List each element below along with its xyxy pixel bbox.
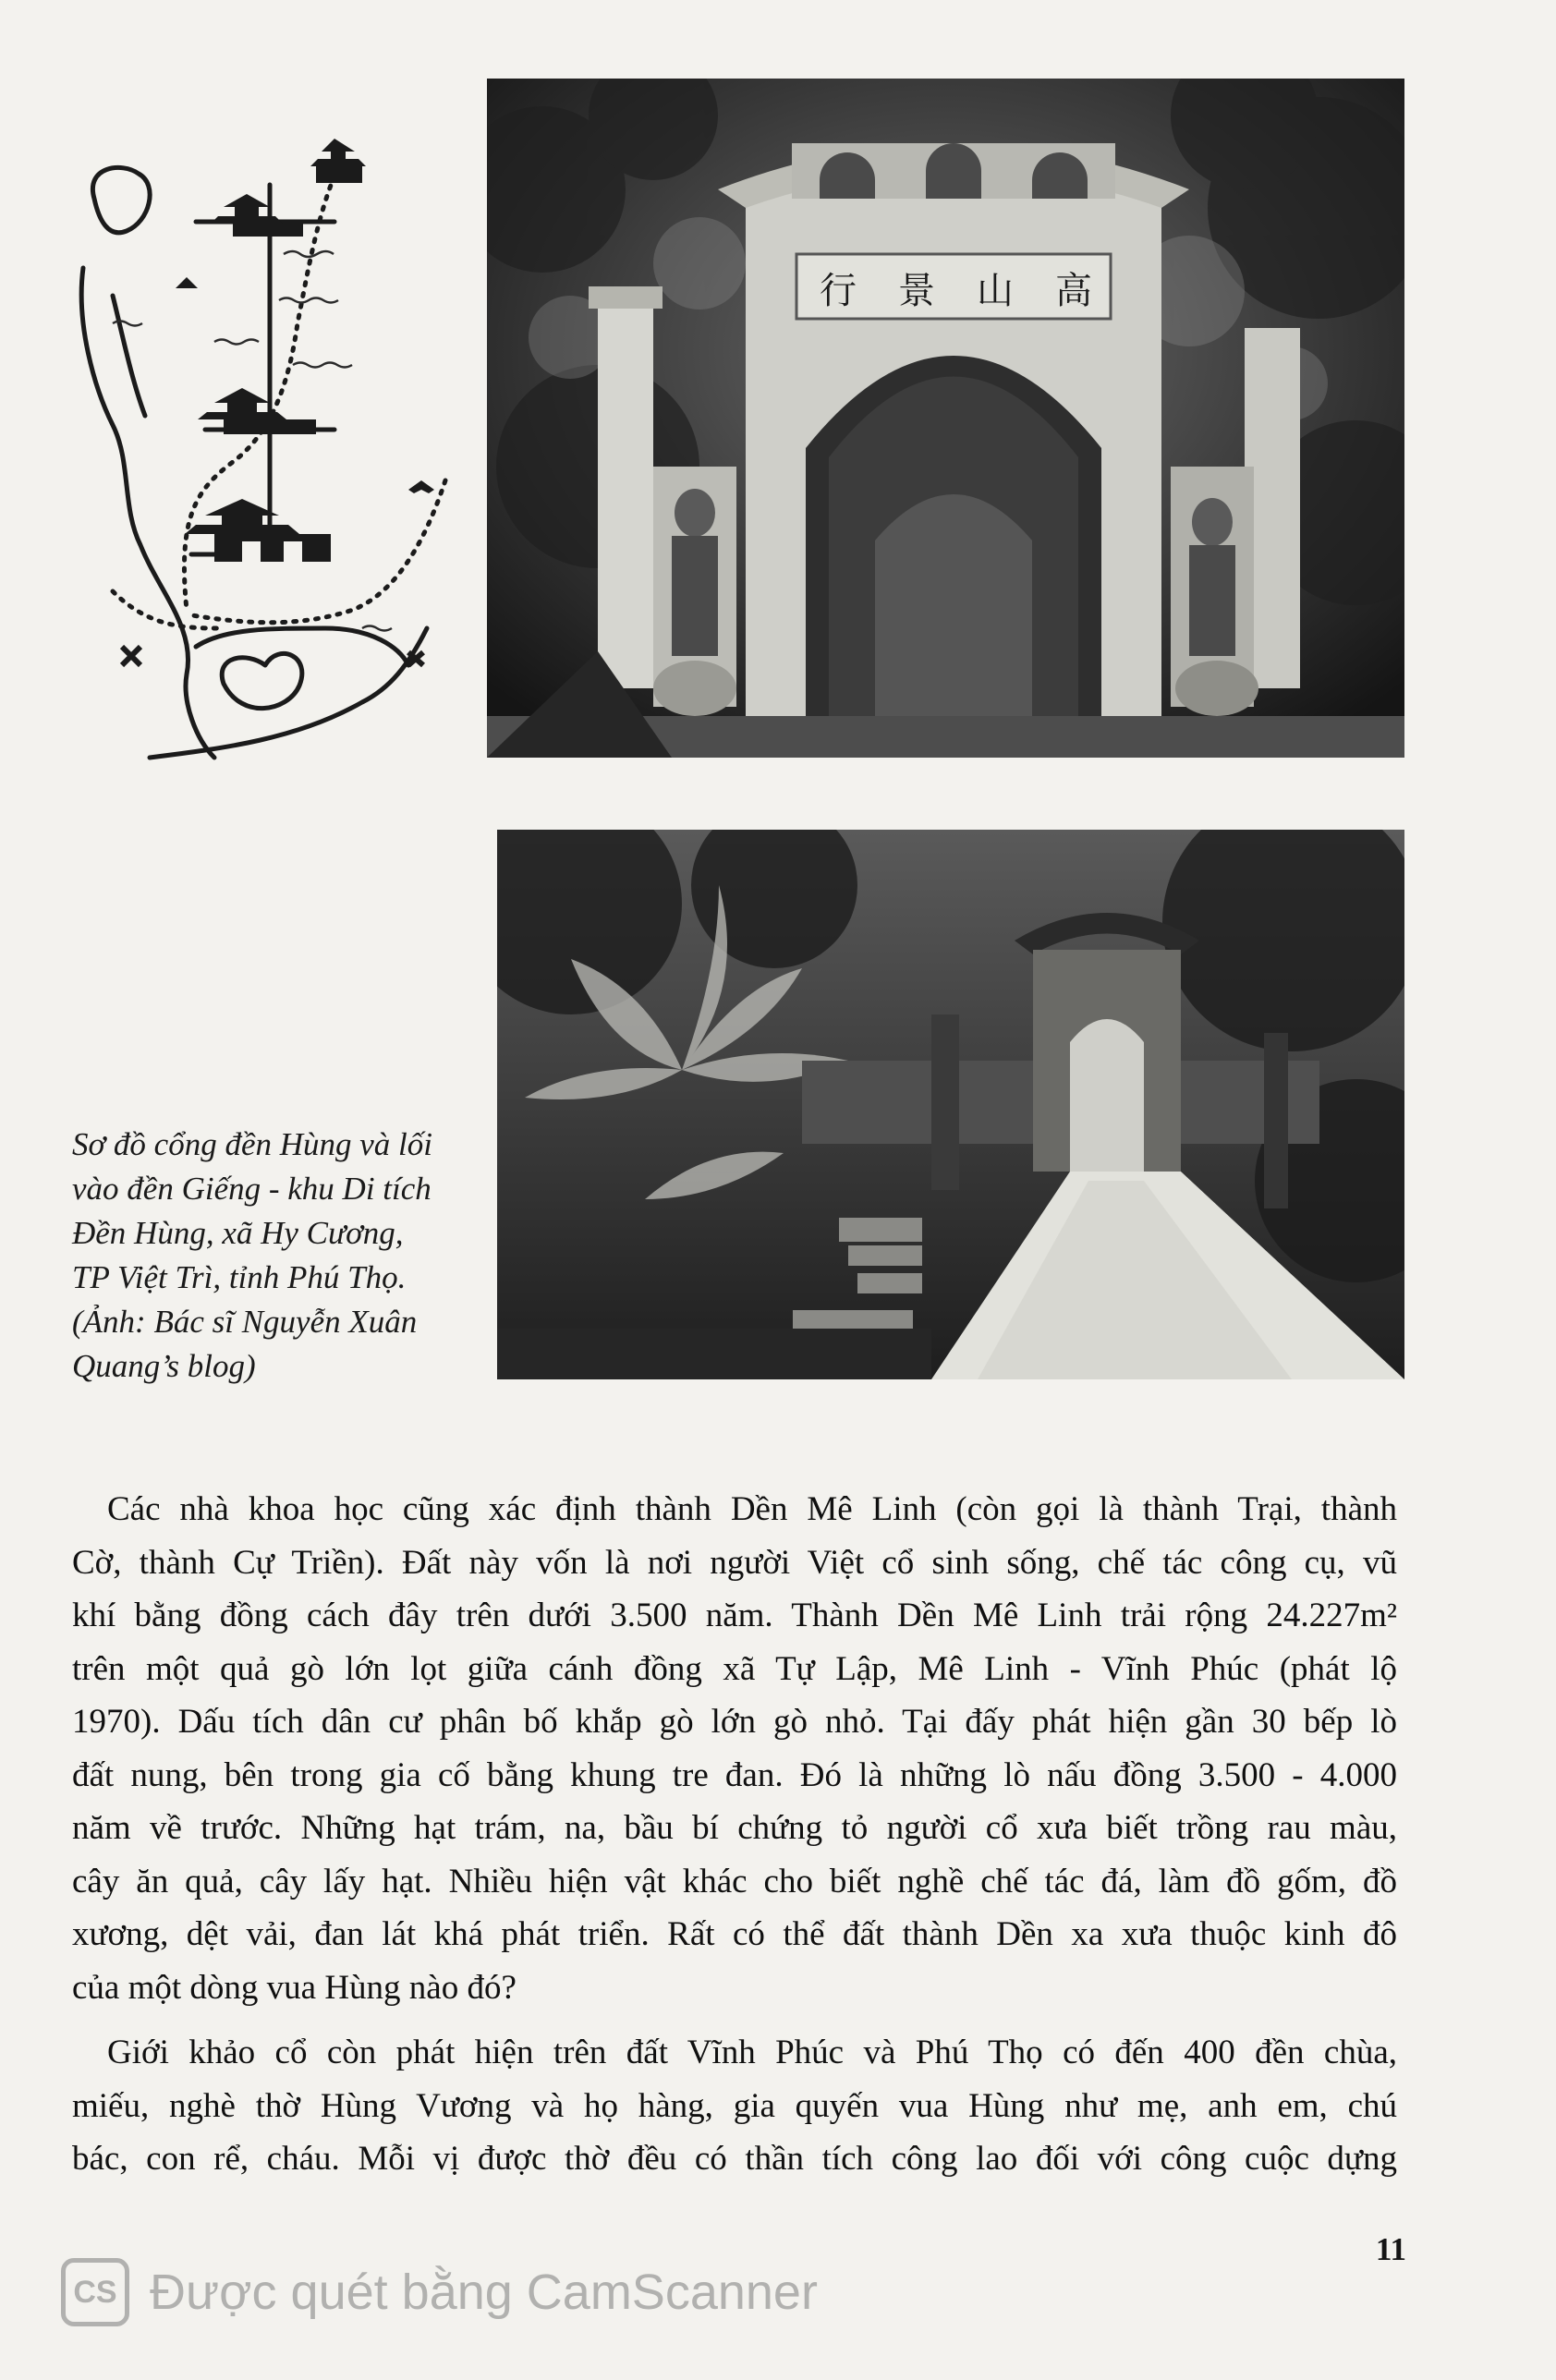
- text-line: xương, dệt vải, đan lát khá phát triển. Rất có thể đất thành Dền xa xưa thuộc kinh đô: [72, 1915, 1397, 1953]
- temple-gate-photo: [487, 79, 1404, 758]
- text-line: bác, con rể, cháu. Mỗi vị được thờ đều có thần tích công lao đối với công cuộc dựng: [72, 2140, 1397, 2178]
- inscription-char: 景: [898, 270, 935, 312]
- pond-shape: [222, 653, 302, 708]
- text-line: 1970). Dấu tích dân cư phân bố khắp gò lớn gò nhỏ. Tại đấy phát hiện gần 30 bếp lò: [72, 1703, 1397, 1741]
- text-line: của một dòng vua Hùng nào đó?: [72, 1968, 517, 2007]
- text-line: đất nung, bên trong gia cố bằng khung tre đan. Đó là những lò nấu đồng 3.500 - 4.000: [72, 1755, 1397, 1794]
- well-temple-path-photo: [497, 830, 1404, 1379]
- text-line: Các nhà khoa học cũng xác định thành Dền Mê Linh (còn gọi là thành Trại, thành: [107, 1490, 1397, 1528]
- page-number: 11: [1375, 2231, 1406, 2267]
- text-line: Cờ, thành Cự Triền). Đất này vốn là nơi người Việt cổ sinh sống, chế tác công cụ, vũ: [72, 1543, 1397, 1582]
- body-paragraph-1: [72, 1483, 1397, 2014]
- camscanner-watermark: [61, 2251, 818, 2334]
- sketch-map-figure: [57, 111, 464, 776]
- caption-line: TP Việt Trì, tỉnh Phú Thọ.: [72, 1259, 407, 1295]
- temple-icon-lower: [185, 499, 299, 534]
- caption-line: (Ảnh: Bác sĩ Nguyễn Xuân: [72, 1304, 418, 1340]
- text-line: năm về trước. Những hạt trám, na, bầu bí chứng tỏ người cổ xưa biết trồng rau màu,: [72, 1809, 1397, 1847]
- lake-shape: [92, 167, 150, 232]
- gate-icon: [408, 480, 434, 493]
- figure-caption: [72, 1123, 469, 1389]
- inscription-char: 山: [977, 270, 1014, 312]
- inscription-char: 高: [1055, 270, 1092, 312]
- text-line: miếu, nghè thờ Hùng Vương và họ hàng, gia quyến vua Hùng như mẹ, anh em, chú: [72, 2086, 1397, 2125]
- body-paragraph-2: [72, 2026, 1397, 2186]
- text-line: khí bằng đồng cách đây trên dưới 3.500 năm. Thành Dền Mê Linh trải rộng 24.227m²: [72, 1597, 1397, 1634]
- camscanner-logo-icon: CS: [61, 2258, 129, 2326]
- inscription-char: 行: [820, 270, 857, 312]
- temple-icon-middle: [198, 388, 286, 419]
- caption-line: vào đền Giếng - khu Di tích: [72, 1171, 432, 1207]
- caption-line: Sơ đồ cổng đền Hùng và lối: [72, 1126, 433, 1162]
- temple-icon-top: [310, 139, 366, 166]
- watermark-text: Được quét bằng CamScanner: [150, 2265, 818, 2320]
- text-line: cây ăn quả, cây lấy hạt. Nhiều hiện vật khác cho biết nghề chế tác đá, làm đồ gốm, đồ: [72, 1862, 1397, 1900]
- shrine-icon: [176, 277, 198, 288]
- text-line: Giới khảo cổ còn phát hiện trên đất Vĩnh Phúc và Phú Thọ có đến 400 đền chùa,: [107, 2034, 1397, 2071]
- river-path: [81, 268, 214, 758]
- caption-line: Đền Hùng, xã Hy Cương,: [72, 1215, 404, 1251]
- text-line: trên một quả gò lớn lọt giữa cánh đồng xã Tự Lập, Mê Linh - Vĩnh Phúc (phát lộ: [72, 1649, 1397, 1688]
- caption-line: Quang’s blog): [72, 1348, 256, 1384]
